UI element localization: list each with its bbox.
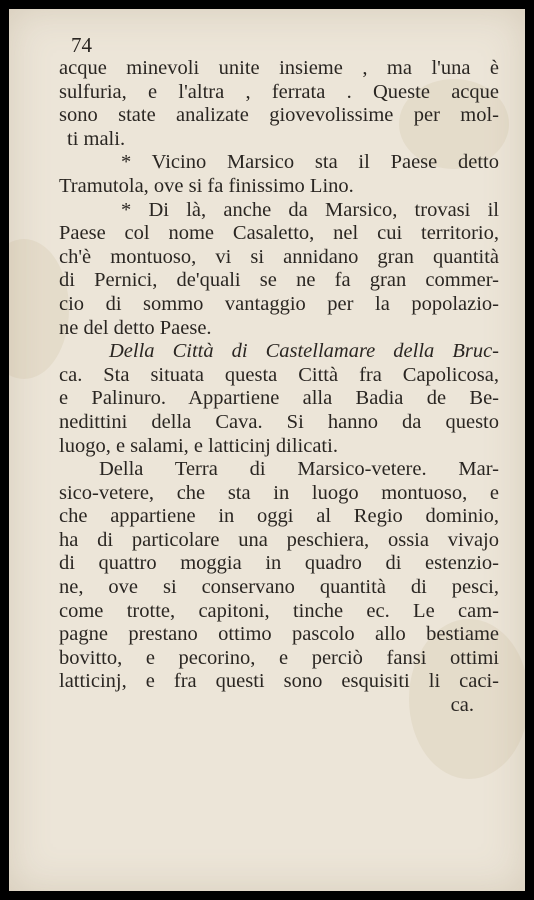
text-line: ne, ove si conservano quantità di pesci, [59, 576, 499, 599]
text-line: ca. [450, 694, 474, 717]
text-line: di Pernici, de'quali se ne fa gran commer- [59, 269, 499, 292]
book-page [9, 9, 525, 891]
text-line: ha di particolare una peschiera, ossia vivajo [59, 528, 499, 551]
text-line: sico-vetere, che sta in luogo montuoso, e [59, 481, 499, 504]
text-line: come trotte, capitoni, tinche ec. Le cam- [59, 599, 499, 622]
text-line: ti mali. [67, 127, 126, 150]
text-line: ca. Sta situata questa Città fra Capolicosa, [59, 363, 499, 386]
text-line: sulfuria, e l'altra , ferrata . Queste acque [59, 80, 499, 103]
text-line: ch'è montuoso, vi si annidano gran quantità [59, 245, 499, 268]
text-line: ne del detto Paese. [59, 316, 212, 339]
text-line: Paese col nome Casaletto, nel cui territorio, [59, 222, 499, 245]
text-line: Della Terra di Marsico-vetere. Mar- [99, 458, 499, 481]
page-text [59, 34, 499, 718]
text-line: luogo, e salami, e latticinj dilicati. [59, 434, 338, 457]
text-line: bovitto, e pecorino, e perciò fansi ottimi [59, 646, 499, 669]
text-line: che appartiene in oggi al Regio dominio, [59, 505, 499, 528]
text-line: Della Città di Castellamare della Bruc- [109, 340, 499, 363]
text-line: Tramutola, ove si fa finissimo Lino. [59, 174, 354, 197]
text-line: pagne prestano ottimo pascolo allo bestiame [59, 623, 499, 646]
text-line: di quattro moggia in quadro di estenzio- [59, 552, 499, 575]
page-number: 74 [71, 33, 92, 57]
text-line: e Palinuro. Appartiene alla Badia de Be- [59, 387, 499, 410]
text-line: latticinj, e fra questi sono esquisiti li caci- [59, 670, 499, 693]
text-line: * Vicino Marsico sta il Paese detto [121, 151, 499, 174]
text-line: acque minevoli unite insieme , ma l'una è [59, 57, 499, 79]
text-line: cio di sommo vantaggio per la popolazio- [59, 292, 499, 315]
text-line: * Di là, anche da Marsico, trovasi il [121, 198, 499, 221]
text-line: sono state analizate giovevolissime per mol- [59, 104, 499, 127]
text-line: nedittini della Cava. Si hanno da questo [59, 410, 499, 433]
